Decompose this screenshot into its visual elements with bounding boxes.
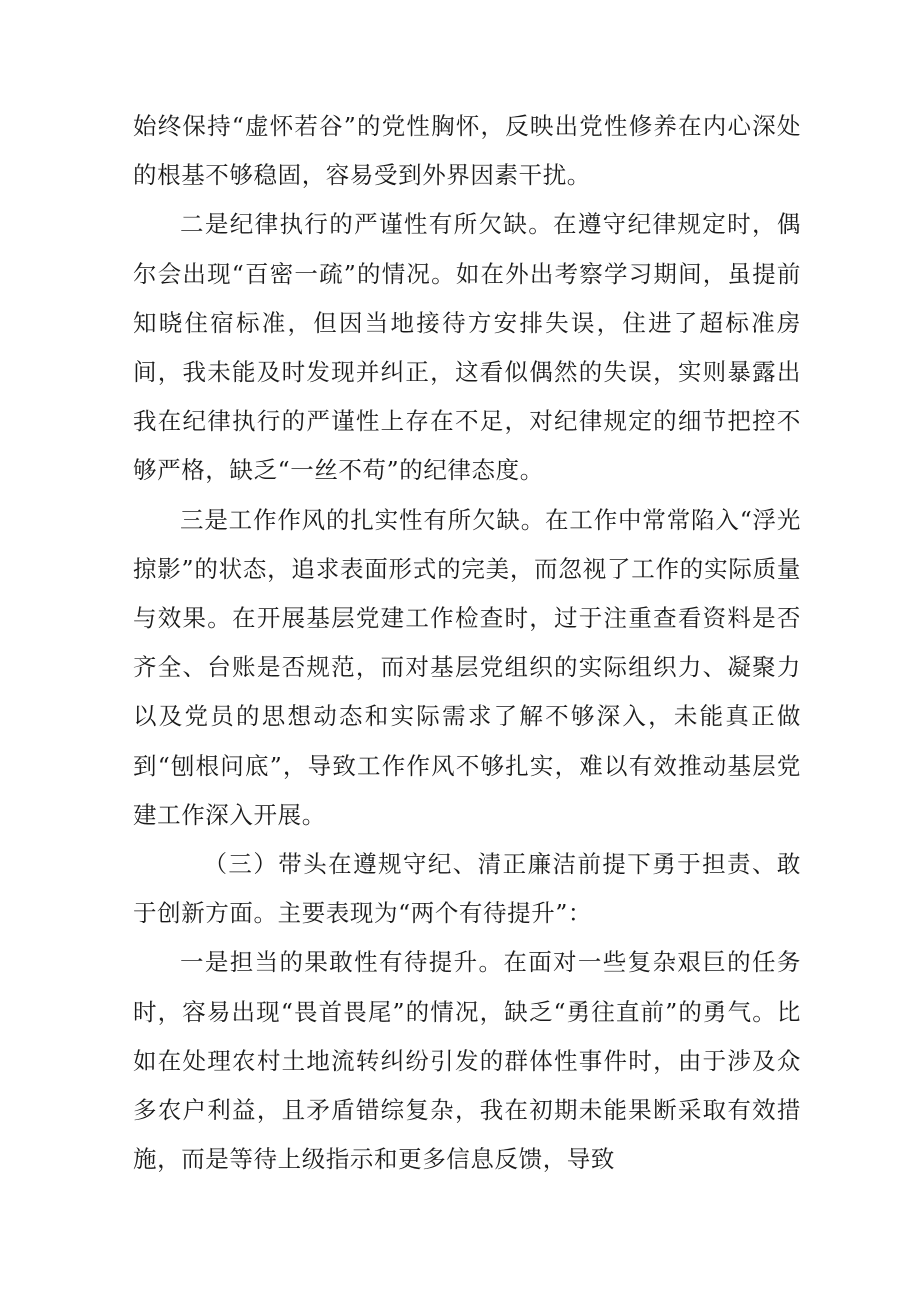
section-heading-three: （三）带头在遵规守纪、清正廉洁前提下勇于担责、敢于创新方面。主要表现为“两个有待提升”：	[133, 850, 801, 928]
paragraph-work-style: 三是工作作风的扎实性有所欠缺。在工作中常常陷入“浮光掠影”的状态，追求表面形式的完美，而忽视了工作的实际质量与效果。在开展基层党建工作检查时，过于注重查看资料是否齐全、台账是否规范，而对基层党组织的实际组织力、凝聚力以及党员的思想动态和实际需求了解不够深入，未能真正做到“刨根问底”，导致工作作风不够扎实，难以有效推动基层党建工作深入开展。	[133, 505, 801, 829]
document-body	[133, 102, 801, 1184]
paragraph-continued: 始终保持“虚怀若谷”的党性胸怀，反映出党性修养在内心深处的根基不够稳固，容易受到外界因素干扰。	[133, 112, 801, 190]
paragraph-responsibility: 一是担当的果敢性有待提升。在面对一些复杂艰巨的任务时，容易出现“畏首畏尾”的情况，缺乏“勇往直前”的勇气。比如在处理农村土地流转纠纷引发的群体性事件时，由于涉及众多农户利益，且矛盾错综复杂，我在初期未能果断采取有效措施，而是等待上级指示和更多信息反馈，导致	[133, 948, 801, 1174]
paragraph-discipline-rigor: 二是纪律执行的严谨性有所欠缺。在遵守纪律规定时，偶尔会出现“百密一疏”的情况。如在外出考察学习期间，虽提前知晓住宿标准，但因当地接待方安排失误，住进了超标准房间，我未能及时发现并纠正，这看似偶然的失误，实则暴露出我在纪律执行的严谨性上存在不足，对纪律规定的细节把控不够严格，缺乏“一丝不苟”的纪律态度。	[133, 210, 801, 485]
